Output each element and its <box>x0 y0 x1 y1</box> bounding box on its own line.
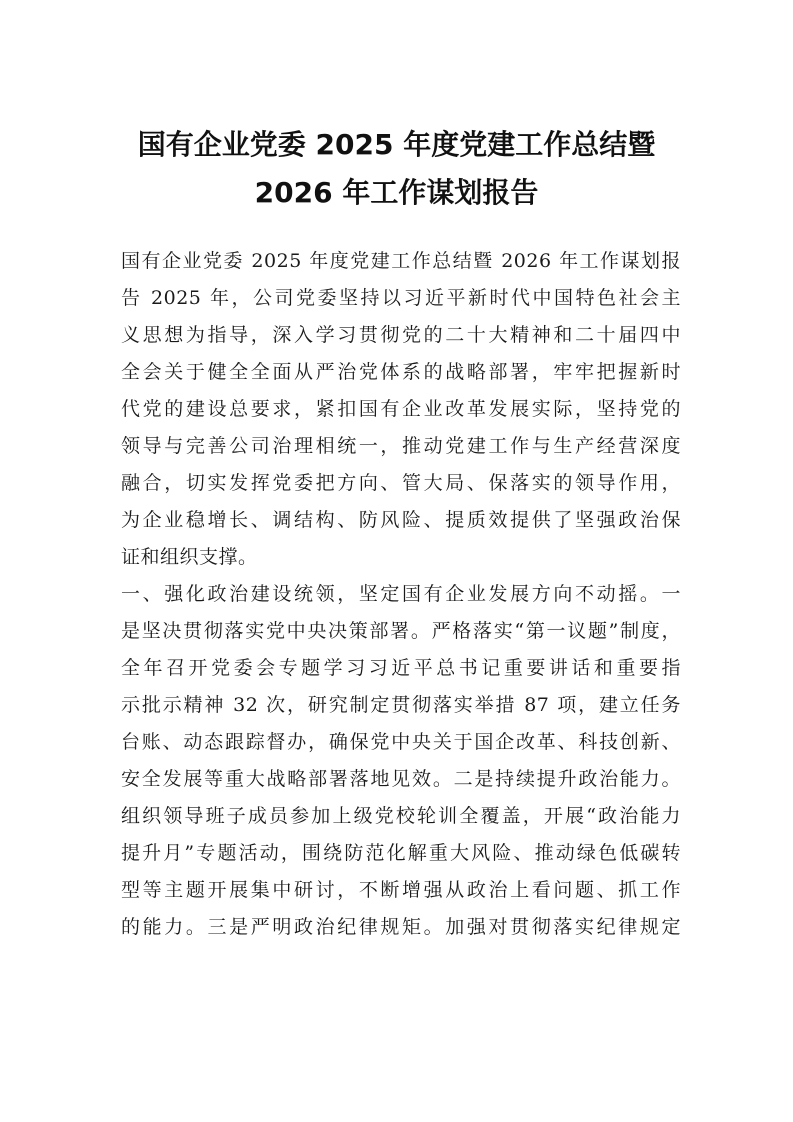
body-line: 为企业稳增长、调结构、防风险、提质效提供了坚强政治保 <box>121 509 681 531</box>
body-line: 的能力。三是严明政治纪律规矩。加强对贯彻落实纪律规定 <box>121 916 681 938</box>
body-line: 提升月”专题活动，围绕防范化解重大风险、推动绿色低碳转 <box>121 842 681 864</box>
body-line: 台账、动态跟踪督办，确保党中央关于国企改革、科技创新、 <box>121 731 681 753</box>
body-line: 全年召开党委会专题学习习近平总书记重要讲话和重要指 <box>121 657 681 679</box>
body-line: 是坚决贯彻落实党中央决策部署。严格落实“第一议题”制度， <box>121 620 681 642</box>
body-line: 融合，切实发挥党委把方向、管大局、保落实的领导作用， <box>121 472 681 494</box>
body-line: 领导与完善公司治理相统一，推动党建工作与生产经营深度 <box>121 435 681 457</box>
body-line: 安全发展等重大战略部署落地见效。二是持续提升政治能力。 <box>121 768 681 790</box>
body-line: 全会关于健全全面从严治党体系的战略部署，牢牢把握新时 <box>121 361 681 383</box>
body-line: 国有企业党委 2025 年度党建工作总结暨 2026 年工作谋划报 <box>121 250 681 272</box>
body-line: 一、强化政治建设统领，坚定国有企业发展方向不动摇。一 <box>121 583 681 605</box>
body-line: 组织领导班子成员参加上级党校轮训全覆盖，开展“政治能力 <box>121 805 681 827</box>
document-title-line-2: 2026 年工作谋划报告 <box>254 176 539 209</box>
body-line: 义思想为指导，深入学习贯彻党的二十大精神和二十届四中 <box>121 324 681 346</box>
body-line: 证和组织支撑。 <box>121 546 258 568</box>
document-title-line-1: 国有企业党委 2025 年度党建工作总结暨 <box>137 128 656 161</box>
body-line: 告 2025 年，公司党委坚持以习近平新时代中国特色社会主 <box>121 287 681 309</box>
body-line: 示批示精神 32 次，研究制定贯彻落实举措 87 项，建立任务 <box>121 694 681 716</box>
body-line: 代党的建设总要求，紧扣国有企业改革发展实际，坚持党的 <box>121 398 681 420</box>
body-line: 型等主题开展集中研讨，不断增强从政治上看问题、抓工作 <box>121 879 681 901</box>
